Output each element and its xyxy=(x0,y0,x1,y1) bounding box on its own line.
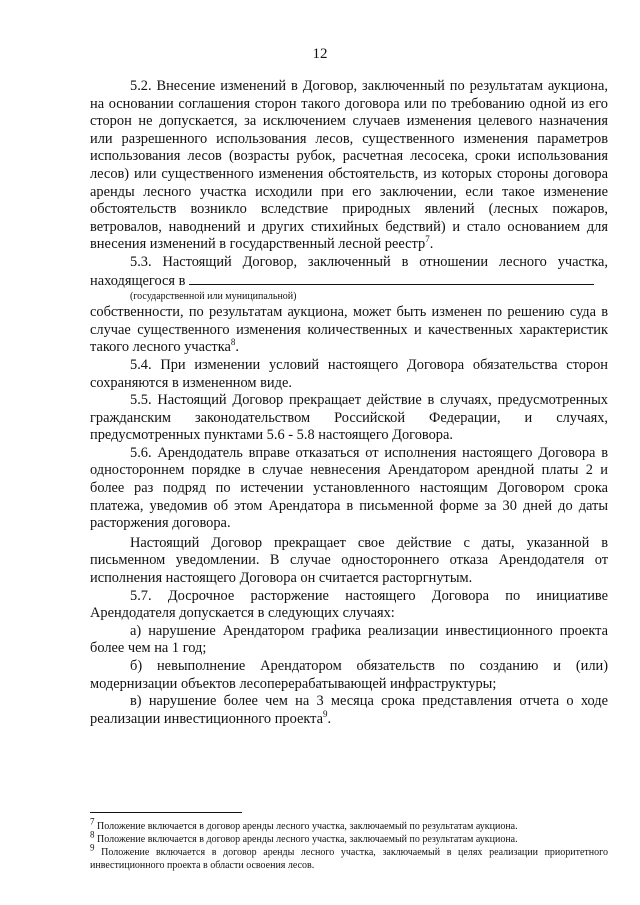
paragraph-5-2: 5.2. Внесение изменений в Договор, заключенный по результатам аукциона, на основании соглашения сторон такого договора или по требованию одной из его сторон не допускается, за исключением случаев изменения целевого назначения или разрешенного использования лесов, существенного изменения параметров использования лесов (возрасты рубок, расчетная лесосека, сроки использования лесов) или существенного изменения обстоятельств, из которых стороны договора аренды лесного участка исходили при его заключении, если такое изменение обстоятельств возникло вследствие природных явлений (лесных пожаров, ветровалов, наводнений и других стихийных бедствий) и стало основанием для внесения изменений в государственный лесной реестр$^7$. xyxy=(90,78,608,253)
footnote-ref: 7 xyxy=(425,234,430,245)
footnote-8: $^8$ Положение включается в договор аренды лесного участка, заключаемый по результатам аукциона. xyxy=(90,829,518,845)
paragraph-5-3: 5.3. Настоящий Договор, заключенный в отношении лесного участка, находящегося в xyxy=(90,253,608,289)
body-text xyxy=(90,78,608,728)
list-item-a: а) нарушение Арендатором графика реализации инвестиционного проекта более чем на 1 год; xyxy=(90,622,608,657)
fill-caption: (государственной или муниципальной) xyxy=(130,291,297,303)
paragraph-5-5: 5.5. Настоящий Договор прекращает действие в случаях, предусмотренных гражданским законодательством Российской Федерации, и случаях, предусмотренных пунктами 5.6 - 5.8 настоящего Договора. xyxy=(90,392,608,444)
footnote-9: $^9$ Положение включается в договор аренды лесного участка, заключаемый в целях реализации приоритетного инвестиционного проекта в области освоения лесов. xyxy=(90,842,609,871)
page-number: 12 xyxy=(312,46,328,62)
paragraph-termination: Настоящий Договор прекращает свое действие с даты, указанной в письменном уведомлении. В случае одностороннего отказа Арендодателя от исполнения настоящего Договора он считается расторгнутым. xyxy=(90,534,608,587)
paragraph-5-4: 5.4. При изменении условий настоящего Договора обязательства сторон сохраняются в измененном виде. xyxy=(90,356,608,391)
paragraph-5-7: 5.7. Досрочное расторжение настоящего Договора по инициативе Арендодателя допускается в следующих случаях: xyxy=(90,587,608,622)
footnote-7: $^7$ Положение включается в договор аренды лесного участка, заключаемый по результатам аукциона. xyxy=(90,816,518,832)
paragraph-5-6: 5.6. Арендодатель вправе отказаться от исполнения настоящего Договора в одностороннем порядке в случае невнесения Арендатором арендной платы 2 и более раз подряд по истечении установленного настоящим Договором срока платежа, уведомив об этом Арендатора в письменной форме за 30 дней до даты расторжения договора. xyxy=(90,444,608,532)
blank-fill-line xyxy=(189,272,594,285)
footnote-ref: 8 xyxy=(230,337,236,348)
footnotes xyxy=(90,816,609,872)
paragraph-5-3-cont: собственности, по результатам аукциона, может быть изменен по решению суда в случае существенного изменения количественных и качественных характеристик такого лесного участка$^8$. xyxy=(90,304,608,356)
footnote-separator xyxy=(90,812,242,813)
list-item-b: б) невыполнение Арендатором обязательств по созданию и (или) модернизации объектов лесоперерабатывающей инфраструктуры; xyxy=(90,658,608,692)
footnote-ref: 9 xyxy=(323,708,328,719)
list-item-v: в) нарушение более чем на 3 месяца срока представления отчета о ходе реализации инвестиционного проекта$^9$. xyxy=(90,693,608,727)
